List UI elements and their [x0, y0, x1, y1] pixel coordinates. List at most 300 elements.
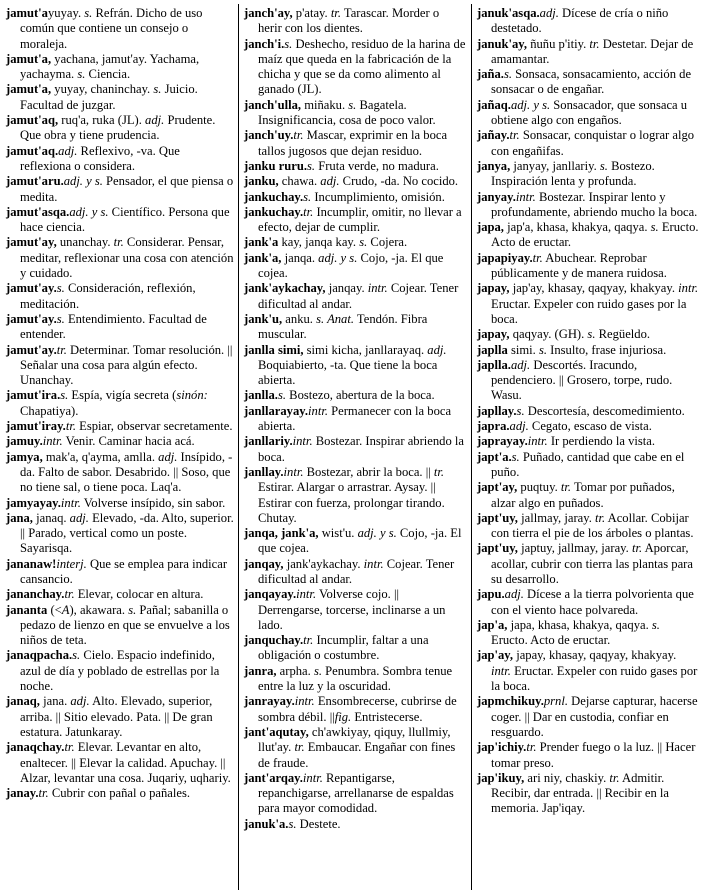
headword: japapiyay.	[477, 250, 533, 265]
headword: japt'uy,	[477, 541, 518, 556]
grammar-label: tr.	[589, 36, 600, 51]
headword: jamut'ira.	[6, 388, 61, 403]
headword: janya,	[477, 158, 511, 173]
grammar-label: prnl.	[543, 694, 568, 709]
dictionary-entry	[6, 113, 234, 144]
grammar-label: tr.	[631, 541, 643, 556]
entry-text: Insulto, frase injuriosa.	[547, 342, 667, 357]
dictionary-entry	[6, 82, 234, 113]
headword: janlla simi,	[244, 342, 304, 357]
grammar-label: s.	[538, 342, 547, 357]
headword: jamut'iray.	[6, 419, 66, 434]
grammar-label: tr.	[64, 740, 75, 755]
grammar-label: s.	[599, 158, 608, 173]
entry-text: ruq'a, ruka (JL).	[58, 113, 146, 128]
entry-text: Entristecerse.	[351, 709, 423, 724]
entry-text: Entendimiento. Facultad de entender.	[20, 311, 207, 342]
entry-text: Sonsaca, sonsacamiento, acción de sonsacar o de engañar.	[491, 67, 692, 97]
dictionary-entry	[244, 388, 466, 403]
dictionary-entry	[6, 694, 234, 740]
entry-text: Mascar, exprimir en la boca tallos jugosos que dejan residuo.	[258, 128, 448, 158]
entry-text: jank'aykachay.	[283, 556, 364, 571]
grammar-label: tr.	[38, 786, 49, 801]
dictionary-entry	[477, 480, 699, 511]
entry-text: Cegato, escaso de vista.	[528, 419, 652, 434]
headword: jamut'a	[6, 6, 48, 20]
grammar-label: s.	[503, 67, 513, 82]
grammar-label: s.	[511, 449, 520, 464]
headword: janay.	[6, 786, 39, 801]
grammar-label: s.	[313, 663, 323, 678]
dictionary-entry	[477, 128, 699, 159]
entry-text: Acollar. Cobijar con tierra el pie de los árboles o plantas.	[491, 510, 694, 541]
entry-text: Abuchear. Reprobar públicamente y de manera ruidosa.	[491, 250, 667, 281]
entry-text: yuyay, chaninchay.	[51, 82, 154, 97]
grammar-label: adj. y s.	[510, 97, 551, 112]
grammar-label: s.	[56, 281, 65, 296]
entry-text: Dícese de cría o niño destetado.	[491, 6, 669, 36]
grammar-label: intr.	[308, 403, 328, 418]
grammar-label: fig.	[334, 709, 352, 724]
entry-text: yuyay.	[47, 6, 85, 20]
headword: jananaw!	[6, 556, 57, 571]
dictionary-entry	[244, 725, 466, 771]
dictionary-entry	[477, 190, 699, 221]
grammar-label: s. Anat.	[316, 311, 354, 326]
entry-text: Penumbra. Sombra tenue entre la luz y la oscuridad.	[258, 663, 453, 694]
entry-text: Alto. Elevado, superior, arriba. || Sitio elevado. Pata. || De gran estatura. Jatunkaray.	[20, 694, 213, 739]
dictionary-entry	[477, 511, 699, 542]
grammar-label: s.	[307, 158, 316, 173]
entry-text: (<	[47, 602, 62, 617]
entry-text: Tendón. Fibra muscular.	[258, 311, 428, 342]
entry-text: unanchay.	[56, 235, 114, 250]
column-divider	[471, 4, 472, 890]
headword: janku,	[244, 174, 279, 189]
entry-text: Cubrir con pañal o pañales.	[48, 786, 190, 801]
dictionary-entry	[6, 388, 234, 419]
entry-text: Eructar. Expeler con ruido gases por la boca.	[491, 663, 698, 694]
headword: janqay,	[244, 556, 284, 571]
entry-text: Cojera.	[367, 235, 408, 250]
headword: jaña.	[477, 67, 504, 82]
column-3	[477, 6, 699, 817]
grammar-label: intr.	[294, 694, 315, 709]
dictionary-entry	[477, 648, 699, 694]
dictionary-entry	[244, 343, 466, 389]
headword: janaqchay.	[6, 740, 65, 755]
grammar-label: adj.	[504, 587, 524, 602]
entry-text: puqtuy.	[517, 480, 561, 495]
headword: jant'arqay.	[244, 770, 303, 785]
grammar-label: tr.	[56, 342, 67, 357]
dictionary-entry	[477, 740, 699, 771]
dictionary-entry	[244, 771, 466, 817]
dictionary-entry	[6, 786, 234, 801]
headword: japt'a.	[477, 449, 512, 464]
grammar-label: adj.	[509, 419, 529, 434]
dictionary-entry	[244, 251, 466, 282]
entry-text: Bagatela. Insignificancia, cosa de poco valor.	[258, 97, 436, 128]
entry-text: Considerar. Pensar, meditar, reflexionar una cosa con atención y cuidado.	[20, 235, 234, 281]
entry-text: jallmay, jaray.	[517, 510, 595, 525]
entry-text: Destete.	[296, 816, 341, 831]
headword: janyay.	[477, 189, 516, 204]
entry-text: Tomar por puñados, alzar algo en puñados.	[491, 480, 675, 510]
dictionary-entry	[6, 434, 234, 449]
dictionary-entry	[477, 67, 699, 98]
dictionary-entry	[6, 343, 234, 389]
grammar-label: intr.	[527, 434, 548, 449]
entry-text: Bostezar. Inspirar lento y profundamente, abriendo mucho la boca.	[491, 189, 698, 219]
dictionary-entry	[244, 664, 466, 695]
headword: jankuchay.	[244, 189, 304, 204]
entry-text: japay, khasay, qaqyay, khakyay.	[513, 648, 677, 663]
entry-text: kay, janqa kay.	[278, 235, 360, 250]
dictionary-entry	[477, 98, 699, 129]
grammar-label: s.	[288, 816, 297, 831]
grammar-label: s.	[348, 97, 357, 112]
entry-text: Prudente. Que obra y tiene prudencia.	[20, 113, 216, 143]
headword: jamut'ay,	[6, 235, 57, 250]
grammar-label: intr.	[292, 434, 313, 449]
entry-text: anku.	[282, 311, 317, 326]
headword: jamut'a,	[6, 51, 52, 66]
headword: jana,	[6, 510, 33, 525]
entry-text: Espía, vigía secreta (	[68, 388, 177, 403]
entry-text: Ensombrecerse, cubrirse de sombra débil. ||	[258, 694, 457, 724]
dictionary-entry	[6, 6, 234, 52]
entry-text: jap'ay, khasay, qaqyay, khakyay.	[509, 281, 679, 296]
dictionary-entry	[477, 327, 699, 342]
headword: jamya,	[6, 449, 43, 464]
dictionary-entry	[477, 450, 699, 481]
grammar-label: tr.	[65, 419, 76, 434]
headword: jananta	[6, 602, 48, 617]
dictionary-entry	[6, 52, 234, 83]
dictionary-entry	[477, 587, 699, 618]
entry-text: arpha.	[276, 663, 314, 678]
grammar-label: adj.	[320, 174, 340, 189]
entry-text: Ir perdiendo la vista.	[547, 434, 656, 449]
grammar-label: adj.	[58, 143, 78, 158]
grammar-label: adj. y s.	[318, 250, 358, 265]
dictionary-entry	[477, 541, 699, 587]
entry-text: Reflexivo, -va. Que reflexiona o considera.	[20, 143, 180, 173]
column-1	[6, 6, 234, 801]
headword: janlla.	[244, 388, 278, 403]
grammar-label: s.	[128, 602, 137, 617]
dictionary-entry	[244, 404, 466, 435]
dictionary-entry	[6, 144, 234, 175]
grammar-label: intr.	[367, 281, 388, 296]
grammar-label: s.	[303, 189, 312, 204]
dictionary-entry	[244, 37, 466, 98]
grammar-label: tr.	[509, 128, 520, 143]
entry-text: japa, khasa, khakya, qaqya.	[507, 617, 652, 632]
dictionary-entry	[244, 98, 466, 129]
grammar-label: s.	[359, 235, 368, 250]
entry-text: Cojear. Tener dificultad al andar.	[258, 556, 455, 586]
entry-text: Descortesía, descomedimiento.	[524, 403, 685, 418]
grammar-label: adj.	[427, 342, 447, 357]
grammar-label: adj.	[158, 449, 178, 464]
dictionary-entry	[477, 771, 699, 817]
entry-text: Destetar. Dejar de amamantar.	[491, 36, 694, 66]
entry-text: Crudo, -da. No cocido.	[339, 174, 459, 189]
entry-text: Que se emplea para indicar cansancio.	[20, 556, 228, 586]
grammar-label: intr.	[491, 663, 511, 678]
entry-text: Aporcar, acollar, cubrir con tierra las plantas para su desarrollo.	[491, 541, 693, 586]
entry-text: p'atay.	[292, 6, 331, 20]
grammar-label: s.	[284, 36, 293, 51]
headword: janch'uy.	[244, 128, 294, 143]
dictionary-entry	[477, 358, 699, 404]
entry-text: ch'awkiyay, qiquy, llullmiy, llut'ay.	[258, 724, 451, 755]
dictionary-entry	[244, 281, 466, 312]
entry-text: Boquiabierto, -ta. Que tiene la boca abierta.	[258, 357, 438, 388]
entry-text: Consideración, reflexión, meditación.	[20, 281, 196, 311]
grammar-label: adj.	[539, 6, 559, 20]
entry-text: Bostezo. Inspiración lenta y profunda.	[491, 158, 655, 189]
entry-text: Elevar. Levantar en alto, enaltecer. || Elevar la calidad. Apuchay. || Alzar, levantar una cosa. Juqariy, uqhariy.	[20, 740, 231, 785]
entry-text: Embaucar. Engañar con fines de fraude.	[258, 740, 456, 770]
grammar-label: tr.	[595, 510, 606, 525]
headword: januk'ay,	[477, 36, 528, 51]
entry-text: Venir. Caminar hacia acá.	[62, 434, 195, 449]
grammar-label: intr.	[296, 587, 317, 602]
headword: jap'ikuy,	[477, 770, 525, 785]
dictionary-entry	[244, 633, 466, 664]
headword: januk'a.	[244, 816, 289, 831]
dictionary-entry	[6, 557, 234, 588]
grammar-label: s.	[650, 220, 659, 235]
headword: jamut'ay.	[6, 311, 57, 326]
grammar-label: sinón:	[176, 388, 208, 403]
entry-text: qaqyay. (GH).	[509, 327, 588, 342]
grammar-label: s.	[587, 327, 596, 342]
grammar-label: intr.	[42, 434, 63, 449]
grammar-label: adj. y s.	[357, 526, 397, 541]
entry-text: Prender fuego o la luz. || Hacer tomar preso.	[491, 740, 696, 770]
headword: japra.	[477, 419, 510, 434]
entry-text: janqay.	[325, 281, 368, 296]
dictionary-entry	[477, 419, 699, 434]
headword: japt'ay,	[477, 480, 518, 495]
entry-text: Bostezar, abrir la boca. ||	[303, 464, 434, 479]
dictionary-entry	[477, 281, 699, 327]
entry-text: Dejarse capturar, hacerse coger. || Dar en custodia, confiar en resguardo.	[491, 694, 698, 739]
headword: janch'ay,	[244, 6, 293, 20]
dictionary-entry	[6, 174, 234, 205]
headword: janch'ulla,	[244, 97, 302, 112]
entry-text: Regüeldo.	[595, 327, 651, 342]
entry-text: Científico. Persona que hace ciencia.	[20, 204, 230, 235]
entry-text: janqa.	[281, 250, 319, 265]
headword: jap'a,	[477, 617, 508, 632]
entry-text: janaq.	[32, 510, 70, 525]
headword: janllarayay.	[244, 403, 309, 418]
dictionary-entry	[477, 251, 699, 282]
grammar-label: tr.	[303, 204, 314, 219]
entry-text: Sonsacar, conquistar o lograr algo con engañifas.	[491, 128, 695, 158]
entry-text: Dícese a la tierra polvorienta que con el viento hace polvareda.	[491, 587, 694, 617]
dictionary-entry	[477, 6, 699, 37]
headword: japa,	[477, 220, 504, 235]
entry-text: Fruta verde, no madura.	[315, 158, 439, 173]
entry-text: Eructo. Acto de eructar.	[491, 633, 611, 648]
headword: jamut'ay.	[6, 281, 57, 296]
headword: jamut'aru.	[6, 174, 64, 189]
dictionary-entry	[244, 587, 466, 633]
entry-text: japtuy, jallmay, jaray.	[517, 541, 632, 556]
grammar-label: adj. y s.	[69, 204, 109, 219]
headword: janqayay.	[244, 587, 297, 602]
grammar-label: tr.	[303, 633, 314, 648]
dictionary-entry	[477, 37, 699, 68]
entry-text: Determinar. Tomar resolución. || Señalar una cosa para algún efecto. Unanchay.	[20, 342, 233, 388]
entry-text: Espiar, observar secretamente.	[75, 419, 233, 434]
headword: jankuchay.	[244, 204, 304, 219]
grammar-label: s.	[277, 388, 287, 403]
dictionary-entry	[244, 235, 466, 250]
entry-text: janyay, janllariy.	[510, 158, 600, 173]
grammar-label: tr.	[532, 250, 543, 265]
entry-text: Elevado, -da. Alto, superior. || Parado, vertical como un poste. Sayarisqa.	[20, 510, 234, 556]
headword: japu.	[477, 587, 505, 602]
headword: japlla	[477, 342, 508, 357]
entry-text: Permanecer con la boca abierta.	[258, 403, 452, 434]
headword: japay,	[477, 327, 510, 342]
entry-text: chawa.	[278, 174, 321, 189]
dictionary-entry	[244, 817, 466, 832]
entry-text: ñuñu p'itiy.	[527, 36, 590, 51]
entry-text: ), akawara.	[69, 602, 129, 617]
dictionary-entry	[244, 434, 466, 465]
entry-text: Cojo, -ja. El que cojea.	[258, 250, 444, 281]
grammar-label: s.	[153, 82, 162, 97]
dictionary-entry	[244, 526, 466, 557]
entry-text: Cojo, -ja. El que cojea.	[258, 526, 462, 556]
grammar-label: interj.	[56, 556, 87, 571]
entry-text: Tarascar. Morder o herir con los dientes.	[258, 6, 440, 36]
dictionary-entry	[244, 694, 466, 725]
entry-text: mak'a, q'ayma, amlla.	[42, 449, 159, 464]
dictionary-entry	[6, 740, 234, 786]
entry-text: yachana, jamut'ay. Yachama, yachayma.	[20, 51, 200, 82]
entry-text: Bostezo, abertura de la boca.	[286, 388, 435, 403]
dictionary-entry	[6, 450, 234, 496]
dictionary-entry	[477, 220, 699, 251]
headword: japrayay.	[477, 434, 528, 449]
entry-text: wist'u.	[318, 526, 358, 541]
headword: jañaq.	[477, 97, 511, 112]
entry-text: ari niy, chaskiy.	[524, 770, 610, 785]
dictionary-entry	[477, 159, 699, 190]
dictionary-entry	[244, 174, 466, 189]
headword: januk'asqa.	[477, 6, 540, 20]
dictionary-entry	[244, 128, 466, 159]
headword: jant'aqutay,	[244, 724, 309, 739]
headword: japlla.	[477, 357, 511, 372]
grammar-label: tr.	[560, 480, 572, 495]
dictionary-entry	[244, 465, 466, 526]
grammar-label: adj.	[145, 113, 165, 128]
entry-text: Puñado, cantidad que cabe en el puño.	[491, 449, 685, 479]
grammar-label: intr.	[302, 770, 323, 785]
dictionary-entry	[6, 235, 234, 281]
grammar-label: adj.	[70, 694, 90, 709]
grammar-label: s.	[84, 6, 93, 20]
entry-text: Elevar, colocar en altura.	[74, 587, 204, 602]
headword: jamut'ay.	[6, 342, 57, 357]
dictionary-entry	[477, 404, 699, 419]
dictionary-entry	[244, 159, 466, 174]
headword: jank'a	[244, 235, 279, 250]
dictionary-entry	[6, 205, 234, 236]
entry-text: Pensador, el que piensa o medita.	[20, 174, 234, 204]
headword: jamuy.	[6, 434, 43, 449]
grammar-label: adj.	[69, 510, 89, 525]
dictionary-entry	[477, 434, 699, 449]
entry-text: Volverse cojo. || Derrengarse, torcerse, inclinarse a un lado.	[258, 587, 446, 632]
entry-text: Volverse insípido, sin sabor.	[80, 495, 226, 510]
dictionary-entry	[244, 557, 466, 588]
headword: japt'uy,	[477, 510, 518, 525]
entry-text: Eructar. Expeler con ruido gases por la boca.	[491, 296, 687, 326]
entry-text: Incumplir, omitir, no llevar a efecto, dejar de cumplir.	[258, 204, 462, 235]
headword: janquchay.	[244, 633, 304, 648]
column-2	[244, 6, 466, 832]
entry-text: Refrán. Dicho de uso común que contiene un consejo o moraleja.	[20, 6, 203, 51]
entry-text: Juicio. Facultad de juzgar.	[20, 82, 198, 112]
grammar-label: intr.	[678, 281, 699, 296]
entry-text: Incumplimiento, omisión.	[311, 189, 445, 204]
headword: japllay.	[477, 403, 517, 418]
headword: janaq,	[6, 694, 40, 709]
dictionary-entry	[6, 312, 234, 343]
entry-text: Deshecho, residuo de la harina de maíz que queda en la fabricación de la chicha y que se da como alimento al ganado (JL).	[258, 36, 466, 97]
grammar-label: s.	[60, 388, 69, 403]
entry-text: Repantigarse, repanchigarse, arrellanarse de espaldas para mayor comodidad.	[258, 770, 454, 816]
grammar-label: tr.	[330, 6, 341, 20]
entry-text: Insípido, -da. Falto de sabor. Desabrido. || Soso, que no tiene sal, o tiene poca. Laq'a.	[20, 449, 233, 495]
headword: janku ruru.	[244, 158, 307, 173]
headword: jamut'aq.	[6, 143, 59, 158]
headword: japay,	[477, 281, 510, 296]
entry-text: jana.	[39, 694, 71, 709]
entry-text: Ciencia.	[85, 67, 131, 82]
entry-text: Pañal; sabanilla o pedazo de lienzo en que se envuelve a los niños de teta.	[20, 602, 230, 648]
dictionary-entry	[477, 343, 699, 358]
grammar-label: adj. y s.	[63, 174, 103, 189]
dictionary-entry	[6, 648, 234, 694]
headword: janrayay.	[244, 694, 295, 709]
grammar-label: intr.	[515, 189, 536, 204]
grammar-label: tr.	[294, 740, 305, 755]
entry-text: Eructo. Acto de eructar.	[491, 220, 699, 250]
grammar-label: intr.	[60, 495, 81, 510]
entry-text: Admitir. Recibir, dar entrada. || Recibir en la memoria. Jap'iqay.	[491, 770, 669, 816]
grammar-label: A	[61, 602, 70, 617]
headword: jank'aykachay,	[244, 281, 326, 296]
grammar-label: tr.	[64, 587, 75, 602]
headword: janra,	[244, 663, 277, 678]
entry-text: Bostezar. Inspirar abriendo la boca.	[258, 434, 465, 464]
grammar-label: tr.	[113, 235, 124, 250]
dictionary-entry	[244, 205, 466, 236]
headword: jamut'asqa.	[6, 204, 70, 219]
